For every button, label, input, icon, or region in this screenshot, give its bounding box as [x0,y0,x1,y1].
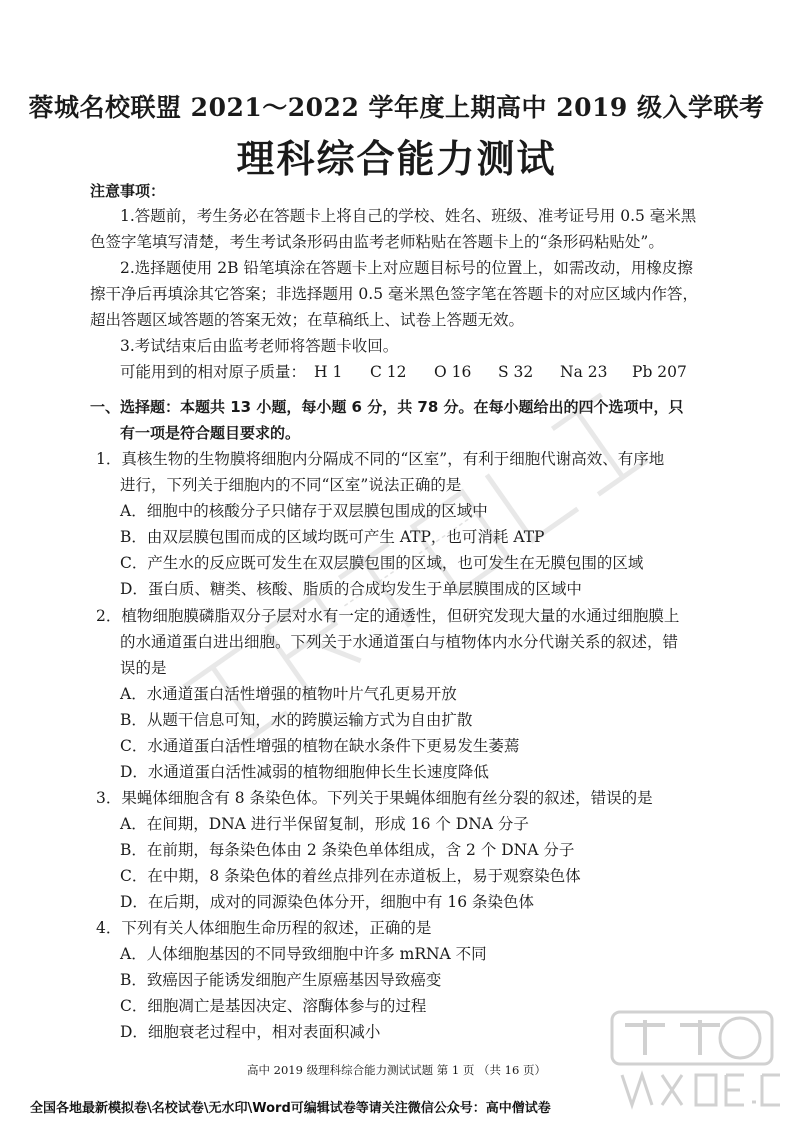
q3-option-a: A．在间期，DNA 进行半保留复制，形成 16 个 DNA 分子 [120,815,529,833]
q1-stem-line2: 进行，下列关于细胞内的不同“区室”说法正确的是 [120,476,462,494]
notes-item3: 3.考试结束后由监考老师将答题卡收回。 [120,337,399,355]
q3-stem-line1: 3．果蝇体细胞含有 8 条染色体。下列关于果蝇体细胞有丝分裂的叙述，错误的是 [96,789,653,807]
atom-s: S 32 [498,363,534,381]
notes-item2-line3: 超出答题区域答题的答案无效；在草稿纸上、试卷上答题无效。 [90,311,525,329]
q1-option-a: A．细胞中的核酸分子只储存于双层膜包围成的区域中 [120,502,488,520]
q3-option-d: D．在后期，成对的同源染色体分开，细胞中有 16 条染色体 [120,893,535,911]
notes-item2-line2: 擦干净后再填涂其它答案；非选择题用 0.5 毫米黑色签字笔在答题卡的对应区域内作答， [90,285,699,303]
atom-c: C 12 [370,363,407,381]
q3-option-b: B．在前期，每条染色体由 2 条染色单体组成，含 2 个 DNA 分子 [120,841,575,859]
q4-stem-line1: 4．下列有关人体细胞生命历程的叙述，正确的是 [96,919,432,937]
atom-pb: Pb 207 [632,363,687,381]
section1-heading-line1: 一、选择题：本题共 13 小题，每小题 6 分，共 78 分。在每小题给出的四个选项中，只 [90,398,684,416]
q2-option-c: C．水通道蛋白活性增强的植物在缺水条件下更易发生萎蔫 [120,737,520,755]
notes-item1-line1: 1.答题前，考生务必在答题卡上将自己的学校、姓名、班级、准考证号用 0.5 毫米黑 [120,207,697,225]
q2-option-d: D．水通道蛋白活性减弱的植物细胞伸长生长速度降低 [120,763,489,781]
q1-option-d: D．蛋白质、糖类、核酸、脂质的合成均发生于单层膜围成的区域中 [120,580,582,598]
answer-circle-logo [612,1012,780,1105]
atoms-label: 可能用到的相对原子质量： [120,363,307,381]
atom-o: O 16 [434,363,472,381]
exam-subject-title: 理科综合能力测试 [236,137,557,181]
exam-title: 蓉城名校联盟 2021～2022 学年度上期高中 2019 级入学联考 [28,93,765,122]
q1-stem-line1: 1．真核生物的生物膜将细胞内分隔成不同的“区室”，有利于细胞代谢高效、有序地 [96,450,665,468]
q4-option-d: D．细胞衰老过程中，相对表面积减小 [120,1023,381,1041]
notes-heading: 注意事项： [90,182,166,200]
notes-item2-line1: 2.选择题使用 2B 铅笔填涂在答题卡上对应题目标号的位置上，如需改动，用橡皮擦 [120,259,693,277]
q4-option-b: B．致癌因子能诱发细胞产生原癌基因导致癌变 [120,971,442,989]
q1-option-b: B．由双层膜包围而成的区域均既可产生 ATP，也可消耗 ATP [120,528,545,546]
section1-heading-line2: 有一项是符合题目要求的。 [120,424,301,442]
q3-option-c: C．在中期，8 条染色体的着丝点排列在赤道板上，易于观察染色体 [120,867,581,885]
atomic-masses [120,361,687,383]
q2-stem-line1: 2．植物细胞膜磷脂双分子层对水有一定的通透性，但研究发现大量的水通过细胞膜上 [96,607,680,625]
atom-h: H 1 [314,363,343,381]
q4-option-c: C．细胞凋亡是基因决定、溶酶体参与的过程 [120,997,427,1015]
notes-item1-line2: 色签字笔填写清楚，考生考试条形码由监考老师粘贴在答题卡上的“条形码粘贴处”。 [90,233,664,251]
q2-option-a: A．水通道蛋白活性增强的植物叶片气孔更易开放 [120,685,457,703]
atom-na: Na 23 [560,363,608,381]
q2-option-b: B．从题干信息可知，水的跨膜运输方式为自由扩散 [120,711,473,729]
promo-banner: 全国各地最新模拟卷\名校试卷\无水印\Word可编辑试卷等请关注微信公众号：高中僧试卷 [30,1101,551,1116]
q2-stem-line3: 误的是 [120,659,167,677]
q1-option-c: C．产生水的反应既可发生在双层膜包围的区域，也可发生在无膜包围的区域 [120,554,644,572]
q4-option-a: A．人体细胞基因的不同导致细胞中许多 mRNA 不同 [120,945,487,963]
page-footer: 高中 2019 级理科综合能力测试试题 第 1 页 （共 16 页） [247,1063,546,1077]
q2-stem-line2: 的水通道蛋白进出细胞。下列关于水通道蛋白与植物体内水分代谢关系的叙述，错 [120,633,679,651]
